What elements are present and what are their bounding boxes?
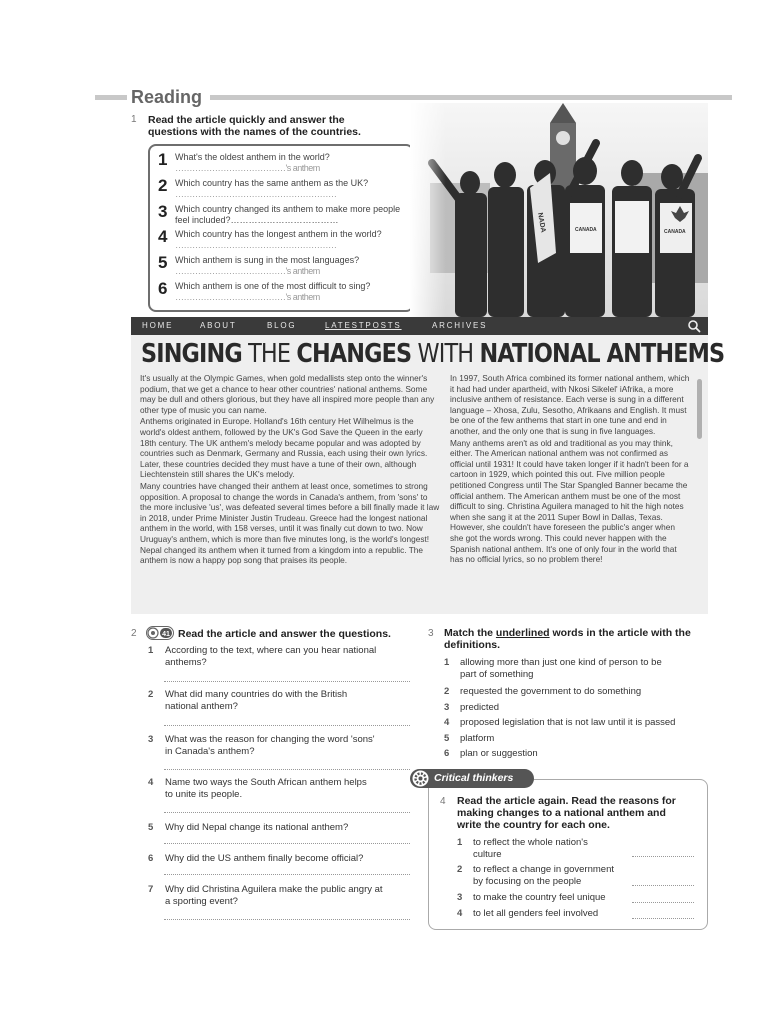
question-text: Which anthem is one of the most difficult to sing? [175, 281, 371, 291]
definition-line: platform [460, 733, 495, 744]
answer-line[interactable]: ………………………………………………… [175, 189, 337, 199]
answer-line[interactable] [632, 902, 694, 903]
question-number: 2 [158, 176, 168, 195]
exercise-1-instruction-line2: questions with the names of the countries. [148, 126, 361, 138]
question-line: What did many countries do with the British [165, 689, 348, 700]
instruction-underlined: underlined [495, 627, 550, 639]
answer-line[interactable] [164, 874, 410, 875]
answer-line[interactable] [164, 725, 410, 726]
definition-number: 1 [444, 657, 450, 668]
definition-line: allowing more than just one kind of person to be [460, 657, 662, 668]
definition-line: requested the government to do something [460, 686, 642, 697]
question-number: 3 [148, 734, 154, 745]
reason-line: to reflect the whole nation's [473, 837, 588, 848]
article-panel [131, 335, 725, 614]
definition-number: 5 [444, 733, 450, 744]
answer-line[interactable] [164, 681, 410, 682]
exercise-1-instruction-line1: Read the article quickly and answer the [148, 114, 345, 126]
question-line: anthems? [165, 657, 207, 668]
search-icon[interactable] [687, 319, 701, 333]
answer-line[interactable]: ………………………………………………… [175, 240, 337, 250]
nav-about[interactable]: ABOUT [200, 321, 237, 330]
nav-latest-posts[interactable]: LATESTPOSTS [325, 321, 402, 330]
exercise-4-instruction-line2: making changes to a national anthem and [457, 807, 666, 819]
article-paragraph: Many countries have changed their anthem at least once, sometimes to strong opposition. A proposal to change the words in Canada's anthem, from 'sons' to the more inclusive 'us', was defeated several times before a bill finally made it law in 2018, under Prime Minister Justin Trudeau. Greece had the longest national anthem in the world, with 158 verses, until it was finally cut down to two. Now Uruguay's anthem, which is more than five minutes long, is the world's longest! Nepal changed its anthem when it turned from a kingdom into a republic. The anthem is now a happy pop song that praises its people. [140, 480, 440, 566]
answer-line[interactable] [164, 812, 410, 813]
critical-thinkers-label: Critical thinkers [434, 772, 514, 784]
question-line: According to the text, where can you hear national [165, 645, 377, 656]
article-scrollbar[interactable] [697, 379, 702, 439]
question-text: Which anthem is sung in the most languages? [175, 255, 360, 265]
question-number: 6 [158, 279, 168, 298]
reason-line: culture [473, 849, 502, 860]
section-rule-left [95, 95, 127, 100]
article-column-right [450, 373, 690, 566]
section-title: Reading [131, 87, 203, 107]
nav-home[interactable]: HOME [142, 321, 174, 330]
reason-line: to let all genders feel involved [473, 908, 599, 919]
question-line: national anthem? [165, 701, 238, 712]
article-paragraph: In 1997, South Africa combined its former national anthem, which it had had under apartheid, with Nkosi Sikelel' iAfrika, a more inclusive anthem of resistance. Each verse is sung in a different language – Xhosa, Zulu, Sesotho, Afrikaans and English. It must be one of the few anthems that start in one tune and end in another, and the only one that is sung in five languages. [450, 373, 690, 436]
reason-number: 2 [457, 864, 463, 875]
section-rule-right [210, 95, 732, 100]
nav-archives[interactable]: ARCHIVES [432, 321, 488, 330]
question-number: 5 [148, 822, 154, 833]
question-line: What was the reason for changing the word 'sons' [165, 734, 375, 745]
definition-number: 6 [444, 748, 450, 759]
article-paragraph: Anthems originated in Europe. Holland's 16th century Het Wilhelmus is the world's oldest anthem, followed by the UK's God Save the Queen in the early 18th century. The UK anthem's melody became popular and was adopted by countries such as Denmark, Germany and Russia, each using their own lyrics. Later, these countries decided they must have a tune of their own, although Liechtenstein still shares the UK's melody. [140, 416, 428, 480]
fans-celebrating-photo [410, 103, 708, 317]
blog-nav-bar [131, 317, 708, 335]
question-number: 3 [158, 202, 168, 221]
article-headline [141, 339, 724, 369]
reason-line: to reflect a change in government [473, 864, 615, 875]
question-line: in Canada's anthem? [165, 746, 255, 757]
article-paragraph: Many anthems aren't as old and traditional as you may think, either. The American national anthem was not confirmed as official until 1931! It could have taken longer if it hadn't been for a cartoon in 1929, which pointed this out. Five million people petitioned Congress until The Star Spangled Banner became the official anthem. The American anthem must be one of the most difficult to sing. Christina Aguilera managed to hit the high notes when she sang it at the 2011 Super Bowl in Dallas, Texas. However, she couldn't have foreseen the public's anger when she got the words wrong. This could never happen with the Spanish national anthem. It's one of only four in the world that has no official lyrics, so no problem there! [450, 437, 689, 565]
definition-number: 3 [444, 702, 450, 713]
question-number: 1 [148, 645, 154, 656]
instruction-part: Match the [444, 627, 496, 639]
exercise-3-instruction [444, 627, 691, 639]
audio-track-icon[interactable] [146, 626, 174, 640]
question-line: Name two ways the South African anthem helps [165, 777, 367, 788]
exercise-2-number: 2 [131, 628, 137, 639]
question-number: 1 [158, 150, 168, 169]
reason-line: to make the country feel unique [473, 892, 606, 903]
exercise-1-number: 1 [131, 114, 137, 125]
definition-number: 2 [444, 686, 450, 697]
reason-line: by focusing on the people [473, 876, 582, 887]
question-line: Why did Nepal change its national anthem? [165, 822, 349, 833]
definition-line: predicted [460, 702, 500, 713]
answer-line[interactable] [632, 856, 694, 857]
exercise-3-number: 3 [428, 628, 434, 639]
answer-line[interactable]: …………………………………'s anthem [175, 292, 320, 302]
question-number: 5 [158, 253, 168, 272]
exercise-4-number: 4 [440, 796, 446, 807]
definition-number: 4 [444, 717, 450, 728]
answer-line[interactable]: …………………………………'s anthem [175, 266, 320, 276]
headline-word: NATIONAL ANTHEMS [479, 339, 725, 369]
question-line: Why did the US anthem finally become official? [165, 853, 364, 864]
exercise-2-instruction: Read the article and answer the questions. [178, 628, 391, 640]
answer-line[interactable] [164, 919, 410, 920]
question-number: 4 [158, 227, 168, 246]
question-text: Which country has the longest anthem in the world? [175, 229, 382, 239]
gear-icon [412, 770, 429, 787]
reason-number: 3 [457, 892, 463, 903]
question-number: 7 [148, 884, 154, 895]
definition-line: part of something [460, 669, 534, 680]
question-text: What's the oldest anthem in the world? [175, 152, 330, 162]
question-number: 4 [148, 777, 154, 788]
audio-track-number: 41 [162, 631, 170, 638]
definition-line: plan or suggestion [460, 748, 538, 759]
question-number: 6 [148, 853, 154, 864]
question-line: a sporting event? [165, 896, 238, 907]
answer-line[interactable]: …………………………………'s anthem [175, 163, 320, 173]
headline-word: WITH [417, 339, 474, 369]
critical-thinkers-badge [410, 769, 534, 788]
question-line: Why did Christina Aguilera make the public angry at [165, 884, 383, 895]
reason-number: 1 [457, 837, 463, 848]
question-text: Which country has the same anthem as the UK? [175, 178, 369, 188]
nav-blog[interactable]: BLOG [267, 321, 297, 330]
answer-line[interactable] [164, 769, 410, 770]
exercise-4-instruction-line1: Read the article again. Read the reasons for [457, 795, 676, 807]
question-line: to unite its people. [165, 789, 243, 800]
definition-line: proposed legislation that is not law until it is passed [460, 717, 676, 728]
answer-line[interactable] [164, 843, 410, 844]
article-column-left [140, 373, 440, 567]
question-number: 2 [148, 689, 154, 700]
instruction-part: words in the article with the [549, 627, 691, 639]
question-text: Which country changed its anthem to make more people feel included?……………………………… [175, 204, 401, 225]
headline-word: CHANGES [296, 339, 412, 369]
exercise-3-instruction-line2: definitions. [444, 639, 500, 651]
article-paragraph: It's usually at the Olympic Games, when gold medallists step onto the winner's podium, that we get a chance to hear other countries' national anthems. Some may be dull and others glorious, but they have all inspired more people than any other type of music you can name. [140, 373, 435, 415]
questions-box [148, 144, 414, 312]
exercise-4-instruction-line3: write the country for each one. [457, 819, 610, 831]
answer-line[interactable] [632, 885, 694, 886]
reason-number: 4 [457, 908, 463, 919]
answer-line[interactable] [632, 918, 694, 919]
headline-word: THE [248, 339, 291, 369]
headline-word: SINGING [141, 339, 242, 369]
